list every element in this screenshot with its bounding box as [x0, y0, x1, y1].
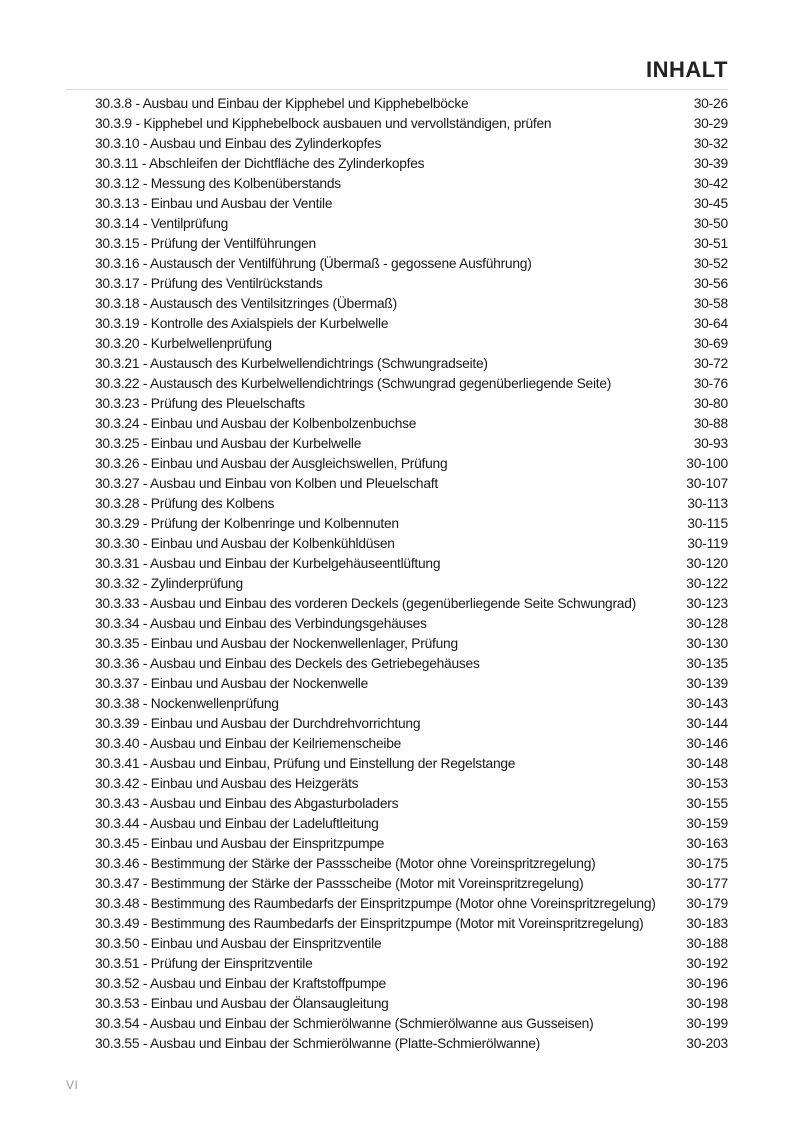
toc-entry[interactable] — [95, 594, 728, 614]
toc-entry-page: 30-39 — [693, 156, 728, 171]
toc-entry-title: 30.3.18 - Austausch des Ventilsitzringes (Übermaß) — [95, 296, 397, 311]
toc-entry-page: 30-29 — [693, 116, 728, 131]
toc-entry-title: 30.3.46 - Bestimmung der Stärke der Passscheibe (Motor ohne Voreinspritzregelung) — [95, 856, 596, 871]
toc-entry-title: 30.3.53 - Einbau und Ausbau der Ölansaugleitung — [95, 996, 389, 1011]
toc-entry-page: 30-123 — [686, 596, 728, 611]
toc-entry[interactable] — [95, 334, 728, 354]
toc-entry-title: 30.3.21 - Austausch des Kurbelwellendichtrings (Schwungradseite) — [95, 356, 488, 371]
toc-entry-page: 30-93 — [693, 436, 728, 451]
toc-entry[interactable] — [95, 94, 728, 114]
toc-entry-title: 30.3.13 - Einbau und Ausbau der Ventile — [95, 196, 333, 211]
toc-entry-page: 30-64 — [693, 316, 728, 331]
page-number: VI — [66, 1078, 79, 1092]
toc-entry[interactable] — [95, 174, 728, 194]
toc-entry-page: 30-50 — [693, 216, 728, 231]
toc-entry[interactable] — [95, 814, 728, 834]
toc-entry[interactable] — [95, 314, 728, 334]
toc-entry[interactable] — [95, 894, 728, 914]
toc-entry-page: 30-146 — [686, 736, 728, 751]
toc-entry[interactable] — [95, 794, 728, 814]
toc-entry-title: 30.3.52 - Ausbau und Einbau der Kraftstoffpumpe — [95, 976, 386, 991]
toc-entry-page: 30-115 — [687, 516, 728, 531]
toc-entry[interactable] — [95, 554, 728, 574]
page-title: INHALT — [645, 57, 728, 82]
toc-entry[interactable] — [95, 614, 728, 634]
toc-entry[interactable] — [95, 654, 728, 674]
toc-entry[interactable] — [95, 714, 728, 734]
toc-entry-title: 30.3.11 - Abschleifen der Dichtfläche des Zylinderkopfes — [95, 156, 425, 171]
toc-entry-title: 30.3.29 - Prüfung der Kolbenringe und Kolbennuten — [95, 516, 399, 531]
toc-entry[interactable] — [95, 134, 728, 154]
toc-entry[interactable] — [95, 834, 728, 854]
toc-entry-page: 30-80 — [693, 396, 728, 411]
toc-entry-title: 30.3.50 - Einbau und Ausbau der Einspritzventile — [95, 936, 382, 951]
toc-entry-title: 30.3.27 - Ausbau und Einbau von Kolben und Pleuelschaft — [95, 476, 438, 491]
toc-entry-title: 30.3.55 - Ausbau und Einbau der Schmierölwanne (Platte-Schmierölwanne) — [95, 1036, 540, 1051]
toc-entry-page: 30-128 — [686, 616, 728, 631]
toc-entry[interactable] — [95, 454, 728, 474]
toc-entry-title: 30.3.37 - Einbau und Ausbau der Nockenwelle — [95, 676, 369, 691]
toc-entry-page: 30-183 — [686, 916, 728, 931]
toc-entry[interactable] — [95, 274, 728, 294]
toc-entry-page: 30-144 — [686, 716, 728, 731]
toc-entry-title: 30.3.8 - Ausbau und Einbau der Kipphebel und Kipphebelböcke — [95, 96, 469, 111]
toc-entry[interactable] — [95, 394, 728, 414]
table-of-contents — [95, 94, 728, 1054]
toc-entry-title: 30.3.12 - Messung des Kolbenüberstands — [95, 176, 341, 191]
toc-entry-title: 30.3.15 - Prüfung der Ventilführungen — [95, 236, 316, 251]
toc-entry-title: 30.3.38 - Nockenwellenprüfung — [95, 696, 279, 711]
toc-entry[interactable] — [95, 974, 728, 994]
toc-entry-title: 30.3.54 - Ausbau und Einbau der Schmierölwanne (Schmierölwanne aus Gusseisen) — [95, 1016, 594, 1031]
toc-entry-page: 30-192 — [686, 956, 728, 971]
toc-entry-title: 30.3.49 - Bestimmung des Raumbedarfs der Einspritzpumpe (Motor mit Voreinspritzregelung) — [95, 916, 644, 931]
toc-entry-page: 30-100 — [686, 456, 728, 471]
toc-entry-page: 30-32 — [693, 136, 728, 151]
toc-entry-title: 30.3.17 - Prüfung des Ventilrückstands — [95, 276, 323, 291]
toc-entry-page: 30-163 — [686, 836, 728, 851]
toc-entry-page: 30-113 — [687, 496, 728, 511]
toc-entry[interactable] — [95, 674, 728, 694]
toc-entry-title: 30.3.14 - Ventilprüfung — [95, 216, 229, 231]
toc-entry-title: 30.3.42 - Einbau und Ausbau des Heizgeräts — [95, 776, 359, 791]
toc-entry[interactable] — [95, 1034, 728, 1054]
toc-entry-title: 30.3.16 - Austausch der Ventilführung (Übermaß - gegossene Ausführung) — [95, 256, 532, 271]
toc-entry[interactable] — [95, 294, 728, 314]
toc-entry-title: 30.3.44 - Ausbau und Einbau der Ladeluftleitung — [95, 816, 379, 831]
toc-entry-page: 30-45 — [693, 196, 728, 211]
toc-entry-title: 30.3.39 - Einbau und Ausbau der Durchdrehvorrichtung — [95, 716, 421, 731]
toc-entry[interactable] — [95, 854, 728, 874]
toc-entry-page: 30-107 — [686, 476, 728, 491]
toc-entry[interactable] — [95, 514, 728, 534]
toc-entry[interactable] — [95, 734, 728, 754]
toc-entry[interactable] — [95, 534, 728, 554]
toc-entry-title: 30.3.40 - Ausbau und Einbau der Keilriemenscheibe — [95, 736, 402, 751]
toc-entry[interactable] — [95, 754, 728, 774]
toc-entry-title: 30.3.48 - Bestimmung des Raumbedarfs der Einspritzpumpe (Motor ohne Voreinspritzregelung) — [95, 896, 656, 911]
toc-entry-title: 30.3.36 - Ausbau und Einbau des Deckels des Getriebegehäuses — [95, 656, 480, 671]
toc-entry-page: 30-148 — [686, 756, 728, 771]
toc-entry-title: 30.3.23 - Prüfung des Pleuelschafts — [95, 396, 305, 411]
toc-entry-page: 30-119 — [687, 536, 728, 551]
toc-entry[interactable] — [95, 434, 728, 454]
toc-entry-title: 30.3.19 - Kontrolle des Axialspiels der Kurbelwelle — [95, 316, 389, 331]
toc-entry[interactable] — [95, 774, 728, 794]
toc-entry[interactable] — [95, 254, 728, 274]
toc-entry[interactable] — [95, 994, 728, 1014]
toc-entry[interactable] — [95, 214, 728, 234]
toc-entry-page: 30-72 — [693, 356, 728, 371]
toc-entry-page: 30-199 — [686, 1016, 728, 1031]
toc-entry[interactable] — [95, 234, 728, 254]
toc-entry-title: 30.3.47 - Bestimmung der Stärke der Passscheibe (Motor mit Voreinspritzregelung) — [95, 876, 584, 891]
toc-entry-page: 30-76 — [693, 376, 728, 391]
toc-entry[interactable] — [95, 354, 728, 374]
toc-entry[interactable] — [95, 494, 728, 514]
toc-entry-page: 30-196 — [686, 976, 728, 991]
toc-entry-page: 30-175 — [686, 856, 728, 871]
toc-entry[interactable] — [95, 114, 728, 134]
page-header — [66, 55, 728, 90]
toc-entry[interactable] — [95, 474, 728, 494]
toc-entry[interactable] — [95, 194, 728, 214]
toc-entry-page: 30-26 — [693, 96, 728, 111]
toc-entry[interactable] — [95, 154, 728, 174]
toc-entry-page: 30-51 — [693, 236, 728, 251]
toc-entry-page: 30-143 — [686, 696, 728, 711]
toc-entry-page: 30-58 — [693, 296, 728, 311]
toc-entry-page: 30-159 — [686, 816, 728, 831]
toc-entry-page: 30-69 — [693, 336, 728, 351]
toc-entry-title: 30.3.26 - Einbau und Ausbau der Ausgleichswellen, Prüfung — [95, 456, 448, 471]
toc-entry[interactable] — [95, 574, 728, 594]
toc-entry-page: 30-52 — [693, 256, 728, 271]
toc-entry-page: 30-155 — [686, 796, 728, 811]
toc-entry[interactable] — [95, 874, 728, 894]
toc-entry[interactable] — [95, 954, 728, 974]
toc-entry-page: 30-88 — [693, 416, 728, 431]
toc-entry-page: 30-153 — [686, 776, 728, 791]
toc-entry-title: 30.3.31 - Ausbau und Einbau der Kurbelgehäuseentlüftung — [95, 556, 441, 571]
toc-entry[interactable] — [95, 1014, 728, 1034]
toc-entry-title: 30.3.45 - Einbau und Ausbau der Einspritzpumpe — [95, 836, 385, 851]
toc-entry-page: 30-42 — [693, 176, 728, 191]
toc-entry-page: 30-179 — [686, 896, 728, 911]
toc-entry-title: 30.3.22 - Austausch des Kurbelwellendichtrings (Schwungrad gegenüberliegende Seite) — [95, 376, 612, 391]
toc-entry-title: 30.3.9 - Kipphebel und Kipphebelbock ausbauen und vervollständigen, prüfen — [95, 116, 552, 131]
toc-entry-title: 30.3.32 - Zylinderprüfung — [95, 576, 243, 591]
toc-entry-page: 30-130 — [686, 636, 728, 651]
toc-entry-title: 30.3.10 - Ausbau und Einbau des Zylinderkopfes — [95, 136, 382, 151]
toc-entry-title: 30.3.28 - Prüfung des Kolbens — [95, 496, 275, 511]
toc-entry-title: 30.3.20 - Kurbelwellenprüfung — [95, 336, 272, 351]
toc-entry[interactable] — [95, 374, 728, 394]
toc-entry-title: 30.3.35 - Einbau und Ausbau der Nockenwellenlager, Prüfung — [95, 636, 458, 651]
toc-entry[interactable] — [95, 634, 728, 654]
toc-entry-title: 30.3.33 - Ausbau und Einbau des vorderen Deckels (gegenüberliegende Seite Schwungrad) — [95, 596, 636, 611]
toc-entry-page: 30-135 — [686, 656, 728, 671]
toc-entry-title: 30.3.25 - Einbau und Ausbau der Kurbelwelle — [95, 436, 362, 451]
toc-entry[interactable] — [95, 934, 728, 954]
toc-entry-page: 30-203 — [686, 1036, 728, 1051]
toc-entry[interactable] — [95, 694, 728, 714]
toc-entry-page: 30-120 — [686, 556, 728, 571]
toc-entry-title: 30.3.41 - Ausbau und Einbau, Prüfung und Einstellung der Regelstange — [95, 756, 516, 771]
toc-entry-page: 30-198 — [686, 996, 728, 1011]
toc-entry-title: 30.3.24 - Einbau und Ausbau der Kolbenbolzenbuchse — [95, 416, 417, 431]
toc-entry-page: 30-177 — [686, 876, 728, 891]
toc-entry-page: 30-56 — [693, 276, 728, 291]
toc-entry-title: 30.3.34 - Ausbau und Einbau des Verbindungsgehäuses — [95, 616, 427, 631]
toc-entry-title: 30.3.51 - Prüfung der Einspritzventile — [95, 956, 313, 971]
toc-entry-page: 30-122 — [686, 576, 728, 591]
toc-entry-title: 30.3.30 - Einbau und Ausbau der Kolbenkühldüsen — [95, 536, 395, 551]
toc-entry[interactable] — [95, 414, 728, 434]
toc-entry[interactable] — [95, 914, 728, 934]
toc-entry-title: 30.3.43 - Ausbau und Einbau des Abgasturboladers — [95, 796, 399, 811]
toc-entry-page: 30-139 — [686, 676, 728, 691]
toc-entry-page: 30-188 — [686, 936, 728, 951]
